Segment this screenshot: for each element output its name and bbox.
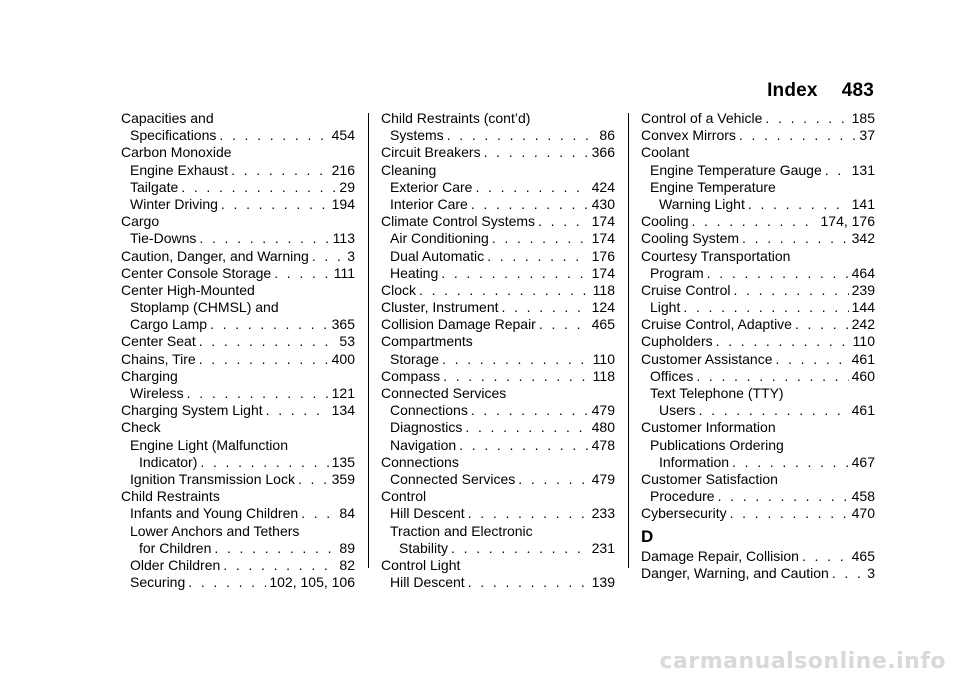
index-entry [121, 248, 355, 265]
dot-leader [188, 574, 266, 591]
entry-term: Cruise Control, Adaptive [641, 316, 792, 333]
dot-leader [419, 282, 590, 299]
entry-term: Exterior Care [390, 178, 473, 195]
entry-term: Danger, Warning, and Caution [641, 564, 829, 581]
index-entry [121, 540, 355, 557]
index-entry [121, 333, 355, 350]
entry-term: Systems [390, 127, 444, 144]
index-entry [121, 265, 355, 282]
entry-term: Text Telephone (TTY) [650, 385, 784, 401]
entry-page-ref: 174 [591, 213, 615, 230]
entry-page-ref: 124 [591, 299, 615, 316]
index-entry [381, 282, 615, 299]
entry-term: Air Conditioning [390, 230, 489, 247]
entry-term: Light [650, 299, 681, 316]
index-entry [121, 213, 355, 230]
entry-term: Program [650, 264, 704, 281]
dot-leader [221, 196, 329, 213]
dot-leader [487, 248, 588, 265]
dot-leader [187, 385, 329, 402]
index-entry [641, 402, 875, 419]
entry-page-ref: 467 [851, 453, 875, 470]
dot-leader [825, 162, 849, 179]
entry-page-ref: 174 [591, 264, 615, 281]
entry-term: Child Restraints (cont’d) [381, 110, 531, 126]
dot-leader [214, 540, 336, 557]
entry-term: Navigation [390, 436, 457, 453]
entry-term: Procedure [650, 488, 715, 505]
entry-page-ref: 131 [851, 161, 875, 178]
entry-page-ref: 479 [591, 402, 615, 419]
entry-term: for Children [139, 539, 212, 556]
dot-leader [231, 162, 329, 179]
entry-page-ref: 53 [339, 333, 355, 350]
entry-term: Winter Driving [130, 195, 218, 212]
entry-term: Information [659, 453, 730, 470]
entry-term: Older Children [130, 556, 221, 573]
index-entry [381, 419, 615, 436]
entry-page-ref: 479 [591, 470, 615, 487]
index-entry [381, 574, 615, 591]
index-entry [121, 419, 355, 436]
entry-term: Customer Assistance [641, 350, 773, 367]
index-entry [381, 265, 615, 282]
entry-term: Tailgate [130, 178, 179, 195]
index-entry [121, 454, 355, 471]
entry-term: Chains, Tire [121, 350, 196, 367]
entry-page-ref: 461 [851, 350, 875, 367]
dot-leader [459, 437, 588, 454]
entry-term: Connections [390, 402, 468, 419]
entry-page-ref: 141 [851, 195, 875, 212]
entry-page-ref: 430 [591, 195, 615, 212]
index-entry [121, 574, 355, 591]
section-title: Index [767, 80, 818, 101]
dot-leader [471, 196, 589, 213]
entry-term: Cargo [121, 213, 160, 230]
dot-leader [200, 454, 328, 471]
entry-page-ref: 3 [867, 564, 875, 581]
entry-page-ref: 454 [331, 127, 355, 144]
entry-page-ref: 118 [592, 367, 615, 384]
entry-page-ref: 176 [591, 247, 615, 264]
index-entry [121, 316, 355, 333]
dot-leader [696, 368, 848, 385]
entry-term: Convex Mirrors [641, 127, 736, 144]
index-entry [381, 488, 615, 505]
entry-page-ref: 242 [851, 316, 875, 333]
dot-leader [733, 282, 848, 299]
entry-term: Engine Temperature [650, 178, 776, 195]
dot-leader [707, 265, 849, 282]
entry-term: Cluster, Instrument [381, 299, 499, 316]
index-column-1 [121, 110, 355, 591]
index-entry [641, 385, 875, 402]
index-entry [641, 351, 875, 368]
entry-term: Specifications [130, 127, 217, 144]
index-entry [641, 565, 875, 582]
index-entry [121, 523, 355, 540]
entry-term: Charging System Light [121, 402, 263, 419]
index-entry [641, 454, 875, 471]
entry-page-ref: 458 [851, 488, 875, 505]
index-entry [641, 265, 875, 282]
index-entry [381, 162, 615, 179]
entry-page-ref: 102, 105, 106 [269, 574, 355, 591]
index-entry [381, 248, 615, 265]
index-entry [641, 505, 875, 522]
dot-leader [447, 127, 597, 144]
entry-page-ref: 110 [852, 333, 875, 350]
index-entry [381, 351, 615, 368]
dot-leader [210, 316, 329, 333]
dot-leader [441, 265, 588, 282]
dot-leader [468, 505, 589, 522]
dot-leader [730, 505, 849, 522]
dot-leader [266, 402, 329, 419]
entry-term: Check [121, 419, 161, 436]
dot-leader [219, 127, 328, 144]
index-entry [121, 437, 355, 454]
entry-term: Engine Exhaust [130, 161, 229, 178]
entry-term: Clock [381, 281, 417, 298]
entry-term: Center Seat [121, 333, 196, 350]
entry-page-ref: 478 [591, 436, 615, 453]
entry-term: Cruise Control [641, 281, 731, 298]
dot-leader [199, 351, 329, 368]
dot-leader [468, 574, 589, 591]
entry-page-ref: 111 [333, 264, 355, 281]
dot-leader [484, 144, 589, 161]
entry-page-ref: 118 [592, 281, 615, 298]
index-entry [121, 402, 355, 419]
entry-page-ref: 465 [851, 547, 875, 564]
dot-leader [538, 213, 589, 230]
index-entry [381, 402, 615, 419]
dot-leader [732, 454, 849, 471]
index-entry [121, 471, 355, 488]
entry-term: Charging [121, 367, 178, 384]
column-divider [628, 113, 629, 568]
page-header [767, 80, 874, 102]
entry-term: Circuit Breakers [381, 144, 481, 161]
entry-page-ref: 461 [851, 402, 875, 419]
index-entry [121, 282, 355, 299]
entry-page-ref: 480 [591, 419, 615, 436]
entry-page-ref: 239 [851, 281, 875, 298]
entry-term: Connections [381, 453, 459, 470]
entry-term: Cooling System [641, 230, 740, 247]
entry-term: Collision Damage Repair [381, 316, 536, 333]
index-entry [641, 213, 875, 230]
index-entry [381, 540, 615, 557]
entry-term: Indicator) [139, 453, 198, 470]
dot-leader [471, 402, 589, 419]
dot-leader [683, 299, 848, 316]
index-letter-heading: D [641, 526, 654, 546]
entry-term: Coolant [641, 144, 690, 161]
dot-leader [223, 557, 336, 574]
index-entry [121, 488, 355, 505]
dot-leader [502, 299, 589, 316]
index-entry [641, 162, 875, 179]
entry-term: Ignition Transmission Lock [130, 470, 295, 487]
entry-term: Stoplamp (CHMSL) and [130, 299, 279, 316]
dot-leader [181, 179, 336, 196]
dot-leader [691, 213, 817, 230]
index-entry [121, 385, 355, 402]
entry-term: Securing [130, 574, 186, 591]
entry-page-ref: 135 [331, 453, 355, 470]
dot-leader [699, 402, 849, 419]
entry-term: Compass [381, 367, 441, 384]
entry-page-ref: 233 [591, 505, 615, 522]
entry-term: Stability [399, 539, 449, 556]
index-entry [641, 196, 875, 213]
index-entry [121, 230, 355, 247]
index-entry [641, 299, 875, 316]
index-column-2 [381, 110, 615, 591]
entry-term: Engine Temperature Gauge [650, 161, 822, 178]
entry-page-ref: 400 [331, 350, 355, 367]
entry-term: Cupholders [641, 333, 713, 350]
entry-term: Offices [650, 367, 694, 384]
entry-page-ref: 82 [339, 556, 355, 573]
index-entry [641, 437, 875, 454]
dot-leader [776, 351, 849, 368]
index-entry [641, 144, 875, 161]
entry-page-ref: 3 [347, 247, 355, 264]
entry-term: Center Console Storage [121, 264, 272, 281]
dot-leader [748, 196, 849, 213]
entry-term: Publications Ordering [650, 436, 784, 453]
entry-page-ref: 134 [331, 402, 355, 419]
entry-page-ref: 470 [851, 505, 875, 522]
entry-term: Cleaning [381, 161, 437, 178]
index-entry [641, 179, 875, 196]
entry-page-ref: 185 [851, 110, 875, 126]
dot-leader [718, 488, 849, 505]
entry-term: Control [381, 488, 427, 505]
index-entry [121, 162, 355, 179]
dot-leader [274, 265, 331, 282]
index-entry [121, 196, 355, 213]
index-entry [381, 505, 615, 522]
entry-term: Carbon Monoxide [121, 144, 232, 161]
entry-term: Connected Services [381, 385, 507, 401]
index-entry [381, 333, 615, 350]
entry-page-ref: 89 [339, 539, 355, 556]
entry-term: Climate Control Systems [381, 213, 536, 230]
index-entry [641, 316, 875, 333]
dot-leader [199, 333, 337, 350]
entry-page-ref: 113 [332, 230, 355, 247]
entry-term: Child Restraints [121, 488, 220, 505]
index-entry [381, 127, 615, 144]
entry-term: Hill Descent [390, 505, 465, 522]
index-column-3 [641, 110, 875, 582]
entry-page-ref: 86 [599, 127, 615, 144]
entry-term: Center High-Mounted [121, 281, 255, 298]
index-entry [121, 368, 355, 385]
index-entry [381, 523, 615, 540]
dot-leader [442, 351, 590, 368]
dot-leader [312, 248, 344, 265]
dot-leader [832, 565, 864, 582]
entry-term: Control Light [381, 556, 461, 573]
entry-page-ref: 365 [331, 316, 355, 333]
entry-term: Capacities and [121, 110, 214, 126]
index-entry [641, 248, 875, 265]
entry-page-ref: 460 [851, 367, 875, 384]
entry-page-ref: 37 [859, 127, 875, 144]
entry-page-ref: 84 [339, 505, 355, 522]
index-entry [641, 368, 875, 385]
index-entry [641, 548, 875, 565]
entry-page-ref: 366 [591, 144, 615, 161]
dot-leader [742, 230, 849, 247]
index-entry [641, 471, 875, 488]
entry-term: Dual Automatic [390, 247, 485, 264]
entry-term: Cybersecurity [641, 505, 727, 522]
index-entry [641, 282, 875, 299]
entry-term: Interior Care [390, 195, 468, 212]
index-entry [641, 110, 875, 127]
index-entry [381, 471, 615, 488]
dot-leader [475, 179, 588, 196]
dot-leader [802, 548, 849, 565]
dot-leader [716, 333, 850, 350]
index-entry [381, 299, 615, 316]
entry-page-ref: 342 [851, 230, 875, 247]
entry-term: Heating [390, 264, 439, 281]
watermark: carmanualsonline.info [659, 649, 946, 674]
index-entry [381, 110, 615, 127]
dot-leader [199, 230, 329, 247]
index-entry [381, 316, 615, 333]
index-entry [381, 385, 615, 402]
dot-leader [451, 540, 589, 557]
entry-term: Users [659, 402, 696, 419]
entry-page-ref: 29 [339, 178, 355, 195]
entry-term: Tie-Downs [130, 230, 197, 247]
index-entry [121, 299, 355, 316]
entry-page-ref: 359 [331, 470, 355, 487]
entry-term: Customer Satisfaction [641, 470, 778, 487]
index-entry [641, 230, 875, 247]
entry-page-ref: 465 [591, 316, 615, 333]
entry-term: Cargo Lamp [130, 316, 208, 333]
index-entry [641, 127, 875, 144]
entry-page-ref: 110 [592, 350, 615, 367]
entry-term: Warning Light [659, 195, 745, 212]
entry-term: Caution, Danger, and Warning [121, 247, 309, 264]
index-entry [381, 557, 615, 574]
index-entry [641, 333, 875, 350]
entry-page-ref: 464 [851, 264, 875, 281]
entry-term: Lower Anchors and Tethers [130, 522, 300, 539]
dot-leader [765, 110, 848, 127]
entry-page-ref: 194 [331, 195, 355, 212]
entry-page-ref: 144 [851, 299, 875, 316]
index-entry [381, 368, 615, 385]
entry-term: Hill Descent [390, 574, 465, 591]
entry-term: Diagnostics [390, 419, 463, 436]
entry-page-ref: 121 [331, 385, 355, 401]
entry-page-ref: 424 [591, 178, 615, 195]
dot-leader [443, 368, 590, 385]
index-entry [641, 488, 875, 505]
index-entry [381, 230, 615, 247]
index-entry [381, 144, 615, 161]
dot-leader [795, 316, 849, 333]
entry-term: Customer Information [641, 419, 776, 436]
dot-leader [492, 230, 589, 247]
entry-term: Storage [390, 350, 440, 367]
entry-page-ref: 174, 176 [820, 213, 875, 230]
entry-term: Engine Light (Malfunction [130, 436, 288, 453]
dot-leader [539, 316, 589, 333]
entry-term: Infants and Young Children [130, 505, 299, 522]
index-entry [641, 419, 875, 436]
dot-leader [739, 127, 857, 144]
entry-term: Cooling [641, 213, 689, 230]
entry-term: Courtesy Transportation [641, 247, 791, 264]
entry-term: Wireless [130, 385, 184, 401]
dot-leader [465, 419, 588, 436]
index-entry [121, 505, 355, 522]
dot-leader [298, 471, 329, 488]
index-entry [381, 196, 615, 213]
entry-page-ref: 174 [591, 230, 615, 247]
index-entry [381, 179, 615, 196]
entry-page-ref: 216 [331, 161, 355, 178]
dot-leader [301, 505, 336, 522]
page-number: 483 [841, 80, 874, 101]
index-entry [381, 454, 615, 471]
entry-term: Control of a Vehicle [641, 110, 763, 126]
entry-term: Connected Services [390, 470, 516, 487]
column-divider [368, 113, 369, 568]
index-entry [121, 127, 355, 144]
index-entry [381, 437, 615, 454]
index-entry [121, 351, 355, 368]
entry-term: Compartments [381, 333, 473, 350]
entry-page-ref: 231 [591, 539, 615, 556]
dot-leader [518, 471, 588, 488]
index-entry [121, 110, 355, 127]
index-entry [121, 557, 355, 574]
index-entry [381, 213, 615, 230]
entry-term: Damage Repair, Collision [641, 547, 799, 564]
entry-term: Traction and Electronic [390, 522, 533, 539]
index-entry [121, 144, 355, 161]
index-entry [121, 179, 355, 196]
entry-page-ref: 139 [591, 574, 615, 591]
